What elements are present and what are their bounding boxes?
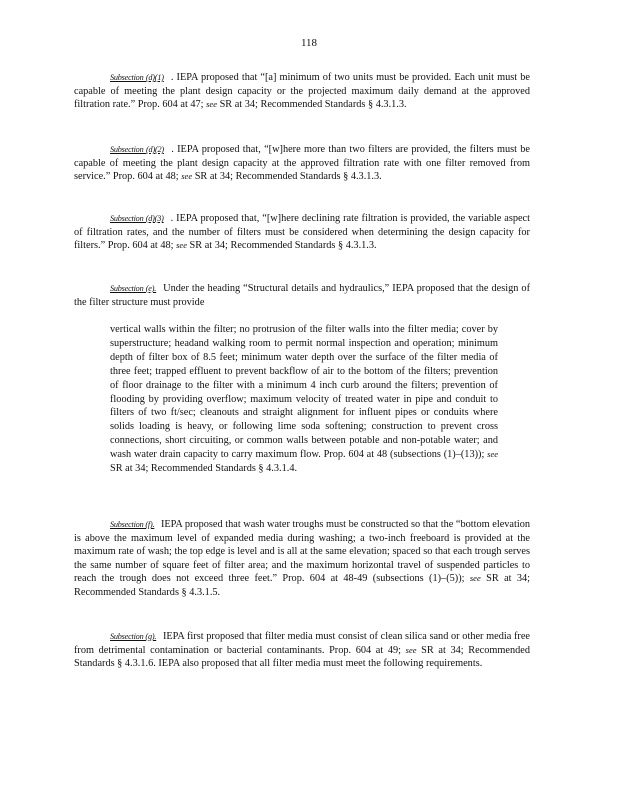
- subsection-label: Subsection (f).: [110, 520, 155, 529]
- paragraph-text: . IEPA proposed that, “[w]here more than two filters are provided, the filters must be capable of meeting the plant design capacity at the approved filtration rate with one filter removed from service.” Prop. 604 at 48;: [74, 144, 531, 183]
- page-number: 118: [300, 37, 318, 49]
- paragraph-text: Under the heading “Structural details and hydraulics,” IEPA proposed that the design of the filter structure must provide: [74, 283, 531, 308]
- paragraph-text: . IEPA proposed that “[a] minimum of two units must be provided. Each unit must be capable of meeting the plant design capacity or the projected maximum daily demand at the approved filtration rate.” Prop. 604 at 47;: [74, 72, 530, 111]
- see-signal: see: [469, 573, 481, 584]
- subsection-label: Subsection (d)(2): [110, 145, 164, 154]
- paragraph-subsection-d3: [74, 212, 530, 253]
- paragraph-citation: SR at 34; Recommended Standards § 4.3.1.3.: [194, 171, 382, 183]
- block-quote: [110, 323, 498, 476]
- quote-citation: SR at 34; Recommended Standards § 4.3.1.4.: [110, 463, 298, 475]
- paragraph-text: IEPA proposed that wash water troughs must be constructed so that the “bottom elevation is above the maximum level of expanded media during washing; a two-inch freeboard is provided at the maximum rate of wash; the top edge is level and is all at the same elevation; spaced so that each trough serves the same number of square feet of filter area; and the maximum horizontal travel of suspended particles to reach the trough does not exceed three feet.” Prop. 604 at 48-49 (subsections (1)–(5));: [74, 519, 531, 585]
- paragraph-text: . IEPA proposed that, “[w]here declining rate filtration is provided, the variable aspect of filtration rates, and the number of filters must be considered when determining the design capacity for filters.” Prop. 604 at 48;: [74, 213, 530, 252]
- paragraph-citation: SR at 34; Recommended Standards § 4.3.1.6. IEPA also proposed that all filter media must meet the following requirements.: [74, 644, 531, 670]
- paragraph-citation: SR at 34; Recommended Standards § 4.3.1.3.: [219, 99, 407, 111]
- see-signal: see: [176, 240, 187, 251]
- quote-text: vertical walls within the filter; no protrusion of the filter walls into the filter media; cover by superstructure; headand walking room to permit normal inspection and operation; minimum depth of filter box of 8.5 feet; minimum water depth over the surface of the filter media of three feet; trapped effluent to prevent backflow of air to the bottom of the filters; prevention of floor drainage to the filter with a minimum 4 inch curb around the filters; prevention of flooding by providing overflow; maximum velocity of treated water in pipe and conduit to filters of two ft/sec; cleanouts and straight alignment for influent pipes or conduits where solids loading is heavy, or following lime soda softening; construction to prevent cross connections, short circuiting, or common walls between potable and non-potable water; and wash water drain capacity to carry maximum flow. Prop. 604 at 48 (subsections (1)–(13));: [110, 324, 498, 461]
- see-signal: see: [181, 171, 193, 182]
- see-signal: see: [405, 644, 417, 655]
- paragraph-subsection-d2: [74, 143, 530, 184]
- see-signal: see: [487, 449, 498, 460]
- subsection-label: Subsection (e).: [110, 284, 157, 293]
- paragraph-subsection-g: [74, 630, 530, 671]
- paragraph-citation: SR at 34; Recommended Standards § 4.3.1.5.: [74, 573, 531, 598]
- paragraph-subsection-f: [74, 518, 530, 600]
- paragraph-subsection-e: [74, 282, 530, 309]
- paragraph-text: IEPA first proposed that filter media must consist of clean silica sand or other media free from detrimental contamination or bacterial contaminants. Prop. 604 at 49;: [74, 631, 530, 656]
- paragraph-subsection-d1: [74, 71, 530, 112]
- subsection-label: Subsection (g).: [110, 632, 157, 641]
- subsection-label: Subsection (d)(3): [110, 214, 164, 223]
- paragraph-citation: SR at 34; Recommended Standards § 4.3.1.3.: [189, 240, 377, 252]
- subsection-label: Subsection (d)(1): [110, 73, 164, 82]
- see-signal: see: [206, 99, 217, 110]
